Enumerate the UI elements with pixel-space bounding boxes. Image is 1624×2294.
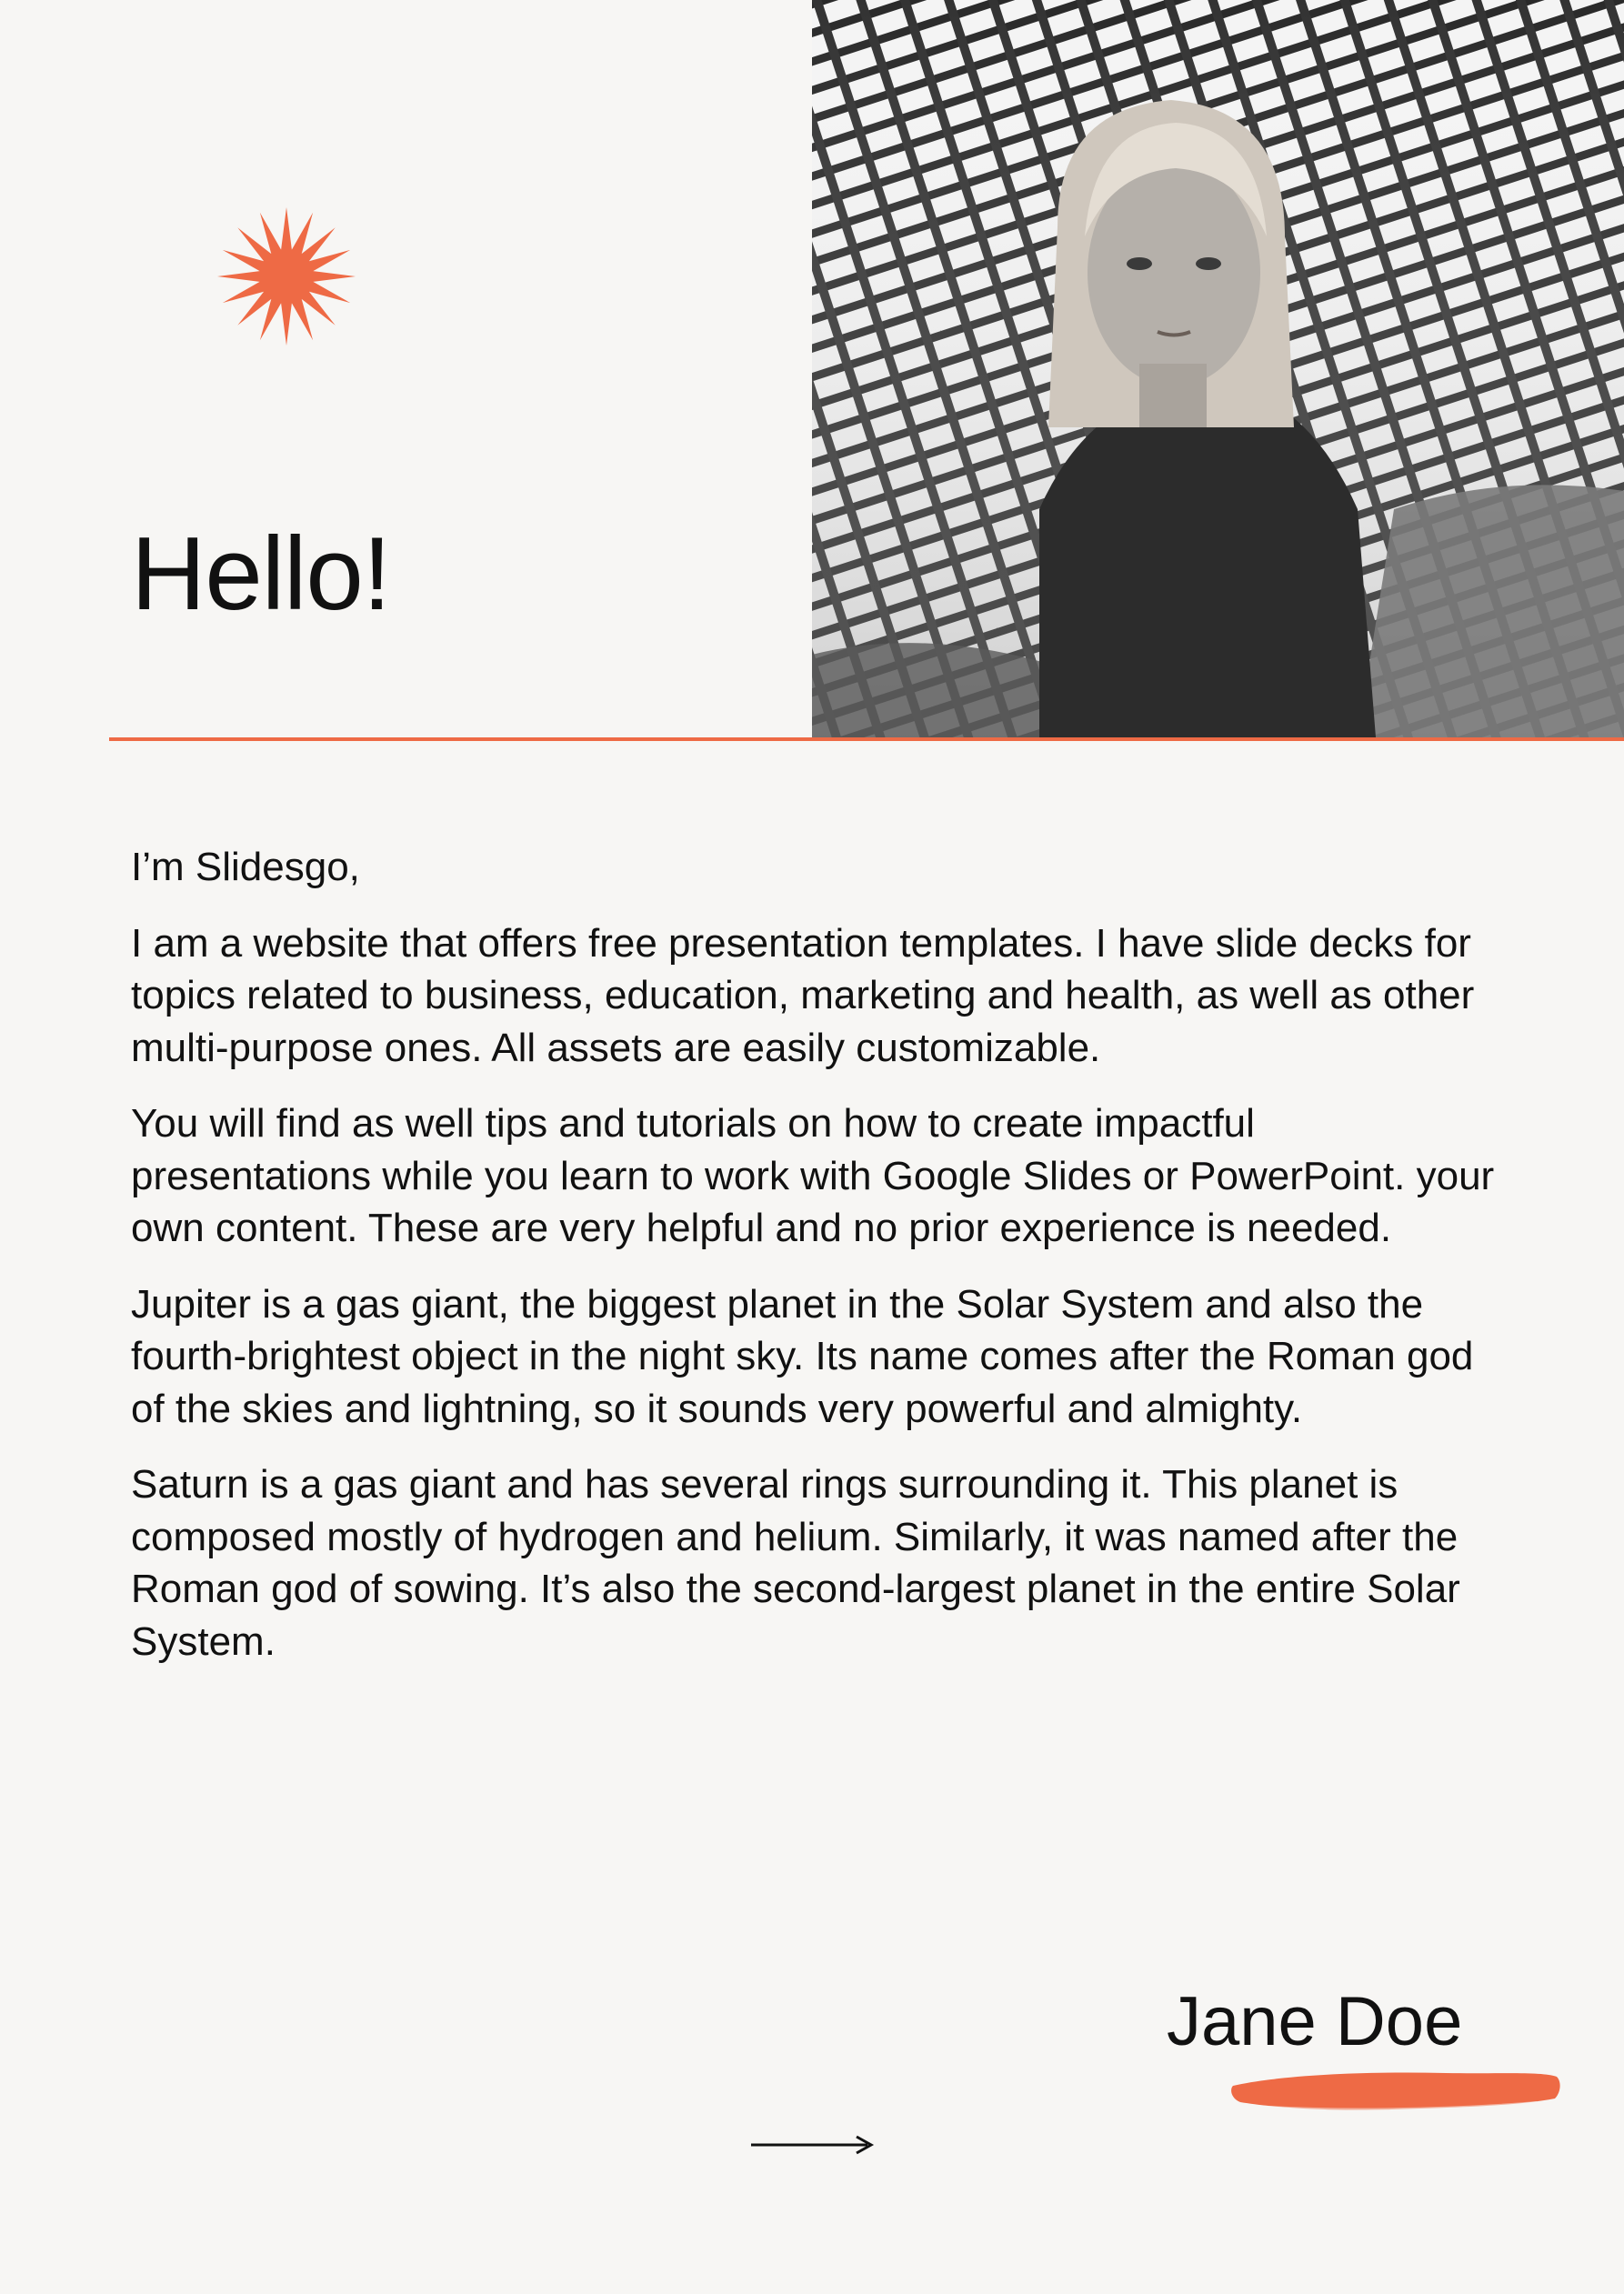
paragraph: Jupiter is a gas giant, the biggest planet in the Solar System and also the fourth-brightest object in the night sky. Its name comes after the Roman god of the skies and lightning, so it sounds very powerful and almighty.	[131, 1281, 1474, 1431]
paragraph: I am a website that offers free presentation templates. I have slide decks for topics related to business, education, marketing and health, as well as other multi-purpose ones. All assets are easily customizable.	[131, 920, 1475, 1070]
portrait-photo	[812, 0, 1624, 737]
starburst-icon	[216, 204, 357, 349]
paragraph: Saturn is a gas giant and has several rings surrounding it. This planet is composed mostly of hydrogen and helium. Similarly, it was named after the Roman god of sowing. It’s also the second-largest planet in the entire Solar System.	[131, 1462, 1460, 1664]
paragraph: You will find as well tips and tutorials on how to create impactful presentations while you learn to work with Google Slides or PowerPoint. your own content. These are very helpful and no prior experience is needed.	[131, 1101, 1495, 1250]
letter-body	[131, 841, 1495, 1691]
page-title: Hello!	[131, 516, 391, 632]
greeting-text: I’m Slidesgo,	[131, 845, 360, 889]
arrow-right-icon[interactable]	[751, 2133, 875, 2157]
brush-stroke-underline	[1228, 2062, 1564, 2119]
signature: Jane Doe	[1167, 1983, 1463, 2060]
accent-divider	[109, 737, 1624, 741]
